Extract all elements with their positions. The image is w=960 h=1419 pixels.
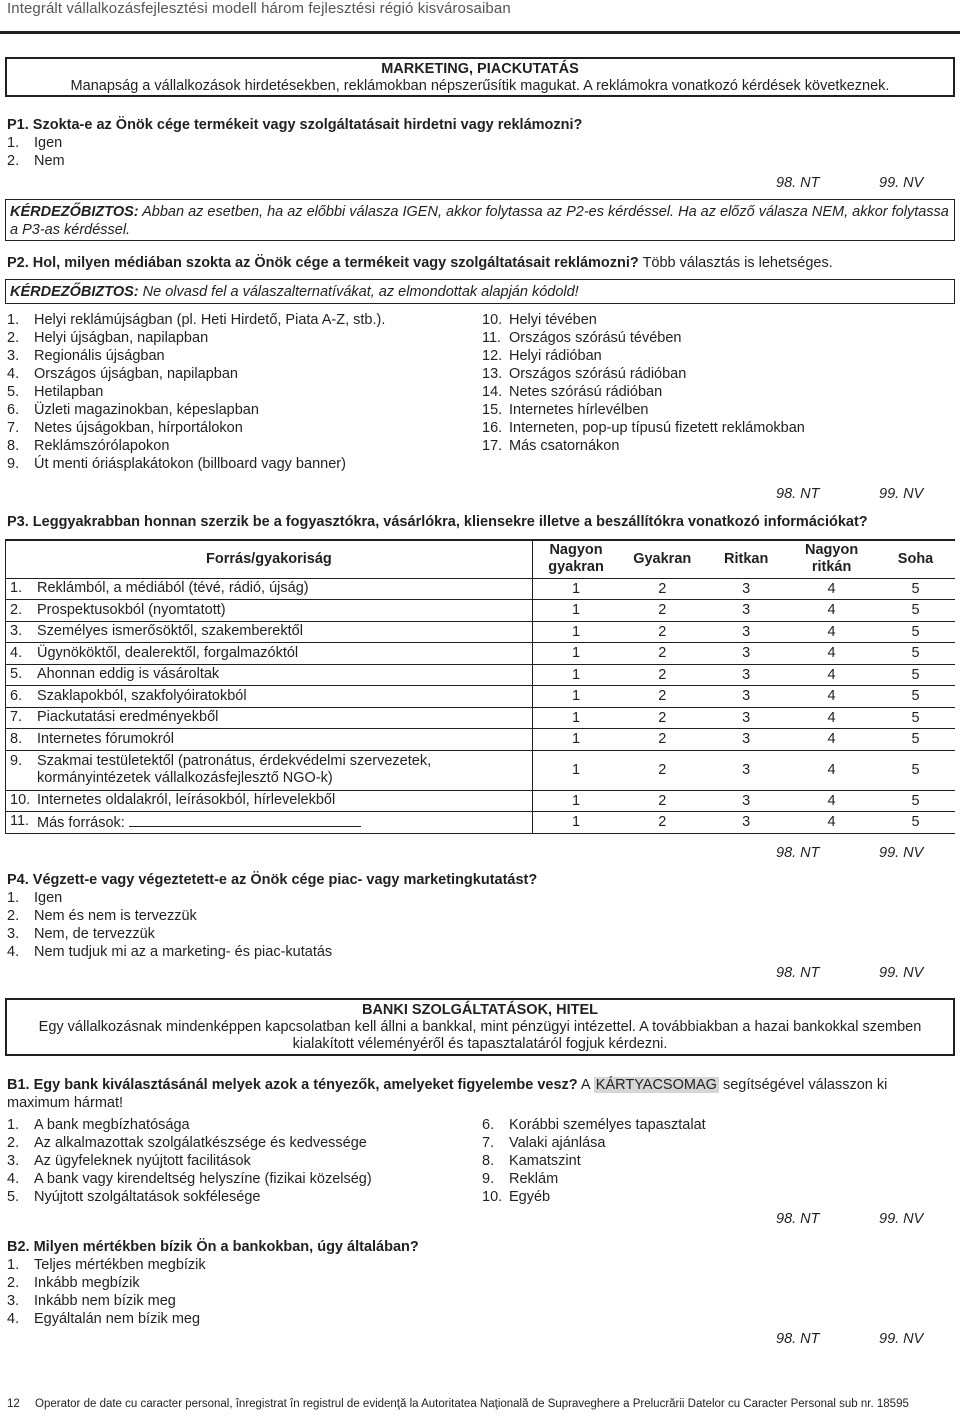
scale-option[interactable]: 2	[619, 664, 705, 686]
scale-option[interactable]: 4	[787, 707, 876, 729]
scale-option[interactable]: 2	[619, 600, 705, 622]
scale-option[interactable]: 3	[705, 707, 787, 729]
p2-option[interactable]: 5. Hetilapban	[7, 384, 104, 400]
b2-question: B2. Milyen mértékben bízik Ön a bankokban, úgy általában?	[7, 1239, 419, 1255]
p2-option[interactable]: 2. Helyi újságban, napilapban	[7, 330, 209, 346]
b2-option[interactable]: 1. Teljes mértékben megbízik	[7, 1257, 206, 1273]
p2-option[interactable]: 17. Más csatornákon	[482, 438, 620, 454]
b1-option[interactable]: 4. A bank vagy kirendeltség helyszíne (fizikai közelség)	[7, 1171, 372, 1187]
p2-option[interactable]: 6. Üzleti magazinokban, képeslapban	[7, 402, 259, 418]
p2-option[interactable]: 12. Helyi rádióban	[482, 348, 602, 364]
row-label: 6. Szaklapokból, szakfolyóiratokból	[6, 686, 533, 708]
p4-option[interactable]: 2. Nem és nem is tervezzük	[7, 908, 197, 924]
row-label: 4. Ügynököktől, dealerektől, forgalmazóktól	[6, 643, 533, 665]
scale-option[interactable]: 1	[532, 600, 619, 622]
scale-option[interactable]: 1	[532, 750, 619, 790]
scale-option[interactable]: 3	[705, 578, 787, 600]
scale-option[interactable]: 1	[532, 643, 619, 665]
scale-option[interactable]: 5	[876, 707, 955, 729]
scale-option[interactable]: 2	[619, 790, 705, 812]
b2-nt-nv: 98. NT 99. NV	[776, 1331, 924, 1347]
row-label: 10. Internetes oldalakról, leírásokból, hírlevelekből	[6, 790, 533, 812]
p1-question: P1. Szokta-e az Önök cége termékeit vagy szolgáltatásait hirdetni vagy reklámozni?	[7, 117, 583, 133]
scale-option[interactable]: 5	[876, 643, 955, 665]
scale-option[interactable]: 5	[876, 578, 955, 600]
running-header: Integrált vállalkozásfejlesztési modell három fejlesztési régió kisvárosaiban	[7, 0, 511, 17]
b2-option[interactable]: 4. Egyáltalán nem bízik meg	[7, 1311, 201, 1327]
scale-option[interactable]: 3	[705, 664, 787, 686]
p2-interviewer-note: KÉRDEZŐBIZTOS: Ne olvasd fel a válaszalternatívákat, az elmondottak alapján kódold!	[5, 279, 955, 304]
scale-option[interactable]: 5	[876, 621, 955, 643]
other-sources-blank[interactable]	[129, 813, 361, 827]
table-header-row	[6, 540, 956, 578]
table-row	[6, 664, 956, 686]
scale-option[interactable]: 3	[705, 686, 787, 708]
p2-option[interactable]: 9. Út menti óriásplakátokon (billboard vagy banner)	[7, 456, 346, 472]
p2-option[interactable]: 15. Internetes hírlevélben	[482, 402, 649, 418]
scale-option[interactable]: 2	[619, 686, 705, 708]
row-label: 2. Prospektusokból (nyomtatott)	[6, 600, 533, 622]
scale-option[interactable]: 1	[532, 812, 619, 834]
scale-option[interactable]: 4	[787, 621, 876, 643]
scale-option[interactable]: 3	[705, 621, 787, 643]
p2-question: P2. Hol, milyen médiában szokta az Önök cége a termékeit vagy szolgáltatásait reklámozni? Több választás is lehetséges.	[7, 255, 833, 271]
b2-option[interactable]: 3. Inkább nem bízik meg	[7, 1293, 176, 1309]
row-label: 7. Piackutatási eredményekből	[6, 707, 533, 729]
scale-option[interactable]: 5	[876, 600, 955, 622]
b1-option[interactable]: 5. Nyújtott szolgáltatások sokfélesége	[7, 1189, 261, 1205]
scale-option[interactable]: 1	[532, 707, 619, 729]
card-set-highlight: KÁRTYACSOMAG	[595, 1077, 717, 1093]
scale-option[interactable]: 1	[532, 686, 619, 708]
scale-option[interactable]: 5	[876, 664, 955, 686]
table-header: Nagyon gyakran	[532, 540, 619, 578]
p3-nt-nv: 98. NT 99. NV	[776, 845, 924, 861]
scale-option[interactable]: 3	[705, 643, 787, 665]
row-label: 9. Szakmai testületektől (patronátus, érdekvédelmi szervezetek, kormányintézetek vállalkozásfejlesztő NGO-k)	[6, 750, 533, 790]
row-label: 3. Személyes ismerősöktől, szakemberektől	[6, 621, 533, 643]
b1-option[interactable]: 8. Kamatszint	[482, 1153, 581, 1169]
p1-interviewer-note: KÉRDEZŐBIZTOS: Abban az esetben, ha az előbbi válasza IGEN, akkor folytassa az P2-es kérdéssel. Ha az előző válasza NEM, akkor folytassa a P3-as kérdéssel.	[5, 199, 955, 241]
scale-option[interactable]: 2	[619, 643, 705, 665]
table-header: Ritkan	[705, 540, 787, 578]
scale-option[interactable]: 4	[787, 600, 876, 622]
b1-option[interactable]: 6. Korábbi személyes tapasztalat	[482, 1117, 706, 1133]
scale-option[interactable]: 4	[787, 643, 876, 665]
scale-option[interactable]: 2	[619, 750, 705, 790]
b1-option[interactable]: 9. Reklám	[482, 1171, 559, 1187]
scale-option[interactable]: 1	[532, 664, 619, 686]
table-header: Gyakran	[619, 540, 705, 578]
scale-option[interactable]: 5	[876, 790, 955, 812]
scale-option[interactable]: 4	[787, 812, 876, 834]
scale-option[interactable]: 1	[532, 790, 619, 812]
p2-option[interactable]: 7. Netes újságokban, hírportálokon	[7, 420, 243, 436]
b1-option[interactable]: 2. Az alkalmazottak szolgálatkészsége és kedvessége	[7, 1135, 367, 1151]
table-header: Nagyon ritkán	[787, 540, 876, 578]
scale-option[interactable]: 4	[787, 729, 876, 751]
scale-option[interactable]: 2	[619, 707, 705, 729]
table-row	[6, 707, 956, 729]
footer-text: Operator de date cu caracter personal, înregistrat în registrul de evidenţă la Autoritatea Naţională de Supraveghere a Prelucrării Datelor cu Caracter Personal sub nr. 18595	[35, 1398, 909, 1410]
b2-option[interactable]: 2. Inkább megbízik	[7, 1275, 140, 1291]
scale-option[interactable]: 2	[619, 578, 705, 600]
scale-option[interactable]: 2	[619, 812, 705, 834]
bank-section-box	[5, 998, 955, 1056]
scale-option[interactable]: 1	[532, 578, 619, 600]
p2-option[interactable]: 11. Országos szórású tévében	[482, 330, 682, 346]
table-row	[6, 600, 956, 622]
page-footer	[7, 1398, 909, 1410]
b1-option[interactable]: 3. Az ügyfeleknek nyújtott facilitások	[7, 1153, 251, 1169]
p4-question: P4. Végzett-e vagy végeztetett-e az Önök cége piac- vagy marketingkutatást?	[7, 872, 538, 888]
p2-option[interactable]: 1. Helyi reklámújságban (pl. Heti Hirdető, Piata A-Z, stb.).	[7, 312, 386, 328]
page-number: 12	[7, 1398, 20, 1410]
row-label: 11. Más források:	[6, 812, 533, 834]
scale-option[interactable]: 1	[532, 729, 619, 751]
scale-option[interactable]: 4	[787, 790, 876, 812]
p2-option[interactable]: 4. Országos újságban, napilapban	[7, 366, 238, 382]
b1-option[interactable]: 1. A bank megbízhatósága	[7, 1117, 190, 1133]
p1-option[interactable]: 1. Igen	[7, 135, 63, 151]
marketing-title: MARKETING, PIACKUTATÁS	[381, 61, 579, 77]
header-rule	[0, 31, 960, 34]
marketing-section-box	[5, 57, 955, 97]
scale-option[interactable]: 3	[705, 812, 787, 834]
scale-option[interactable]: 2	[619, 621, 705, 643]
table-row	[6, 686, 956, 708]
p2-option[interactable]: 16. Interneten, pop-up típusú fizetett reklámokban	[482, 420, 805, 436]
b1-nt-nv: 98. NT 99. NV	[776, 1211, 924, 1227]
scale-option[interactable]: 3	[705, 600, 787, 622]
p1-nt-nv: 98. NT 99. NV	[776, 175, 924, 191]
table-row	[6, 790, 956, 812]
p2-nt-nv: 98. NT 99. NV	[776, 486, 924, 502]
scale-option[interactable]: 4	[787, 750, 876, 790]
row-label: 8. Internetes fórumokról	[6, 729, 533, 751]
table-row	[6, 750, 956, 790]
p4-option[interactable]: 4. Nem tudjuk mi az a marketing- és piac-kutatás	[7, 944, 333, 960]
scale-option[interactable]: 5	[876, 686, 955, 708]
row-label: 1. Reklámból, a médiából (tévé, rádió, újság)	[6, 578, 533, 600]
p2-option[interactable]: 10. Helyi tévében	[482, 312, 597, 328]
p2-option[interactable]: 3. Regionális újságban	[7, 348, 165, 364]
table-row	[6, 643, 956, 665]
scale-option[interactable]: 4	[787, 686, 876, 708]
p3-frequency-table	[5, 539, 955, 834]
b1-option[interactable]: 7. Valaki ajánlása	[482, 1135, 606, 1151]
table-row	[6, 621, 956, 643]
scale-option[interactable]: 5	[876, 729, 955, 751]
scale-option[interactable]: 5	[876, 812, 955, 834]
table-header: Forrás/gyakoriság	[6, 540, 533, 578]
marketing-intro: Manapság a vállalkozások hirdetésekben, reklámokban népszerűsítik magukat. A reklámokra vonatkozó kérdések következnek.	[70, 78, 890, 94]
table-row	[6, 812, 956, 834]
bank-title: BANKI SZOLGÁLTATÁSOK, HITEL	[361, 1002, 598, 1018]
scale-option[interactable]: 3	[705, 790, 787, 812]
p4-option[interactable]: 3. Nem, de tervezzük	[7, 926, 155, 942]
scale-option[interactable]: 4	[787, 578, 876, 600]
bank-intro: Egy vállalkozásnak mindenképpen kapcsolatban kell állni a bankkal, mint pénzügyi intézettel. A továbbiakban a hazai bankokkal szemben kialakított véleményéről és tapasztalatáról fogjuk kérdezni.	[38, 1019, 922, 1052]
table-row	[6, 729, 956, 751]
p2-option[interactable]: 13. Országos szórású rádióban	[482, 366, 687, 382]
table-row	[6, 578, 956, 600]
p4-nt-nv: 98. NT 99. NV	[776, 965, 924, 981]
table-header: Soha	[876, 540, 955, 578]
scale-option[interactable]: 2	[619, 729, 705, 751]
b1-question: B1. Egy bank kiválasztásánál melyek azok a tényezők, amelyeket figyelembe vesz? A KÁRTYACSOMAG segítségével válasszon ki maximum hármat!	[7, 1077, 888, 1111]
row-label: 5. Ahonnan eddig is vásároltak	[6, 664, 533, 686]
p2-option[interactable]: 8. Reklámszórólapokon	[7, 438, 170, 454]
p1-option[interactable]: 2. Nem	[7, 153, 65, 169]
scale-option[interactable]: 3	[705, 729, 787, 751]
p4-option[interactable]: 1. Igen	[7, 890, 63, 906]
p2-option[interactable]: 14. Netes szórású rádióban	[482, 384, 663, 400]
scale-option[interactable]: 5	[876, 750, 955, 790]
scale-option[interactable]: 3	[705, 750, 787, 790]
scale-option[interactable]: 1	[532, 621, 619, 643]
p3-question: P3. Leggyakrabban honnan szerzik be a fogyasztókra, vásárlókra, kliensekre illetve a beszállítókra vonatkozó információkat?	[7, 514, 868, 530]
scale-option[interactable]: 4	[787, 664, 876, 686]
b1-option[interactable]: 10. Egyéb	[482, 1189, 551, 1205]
